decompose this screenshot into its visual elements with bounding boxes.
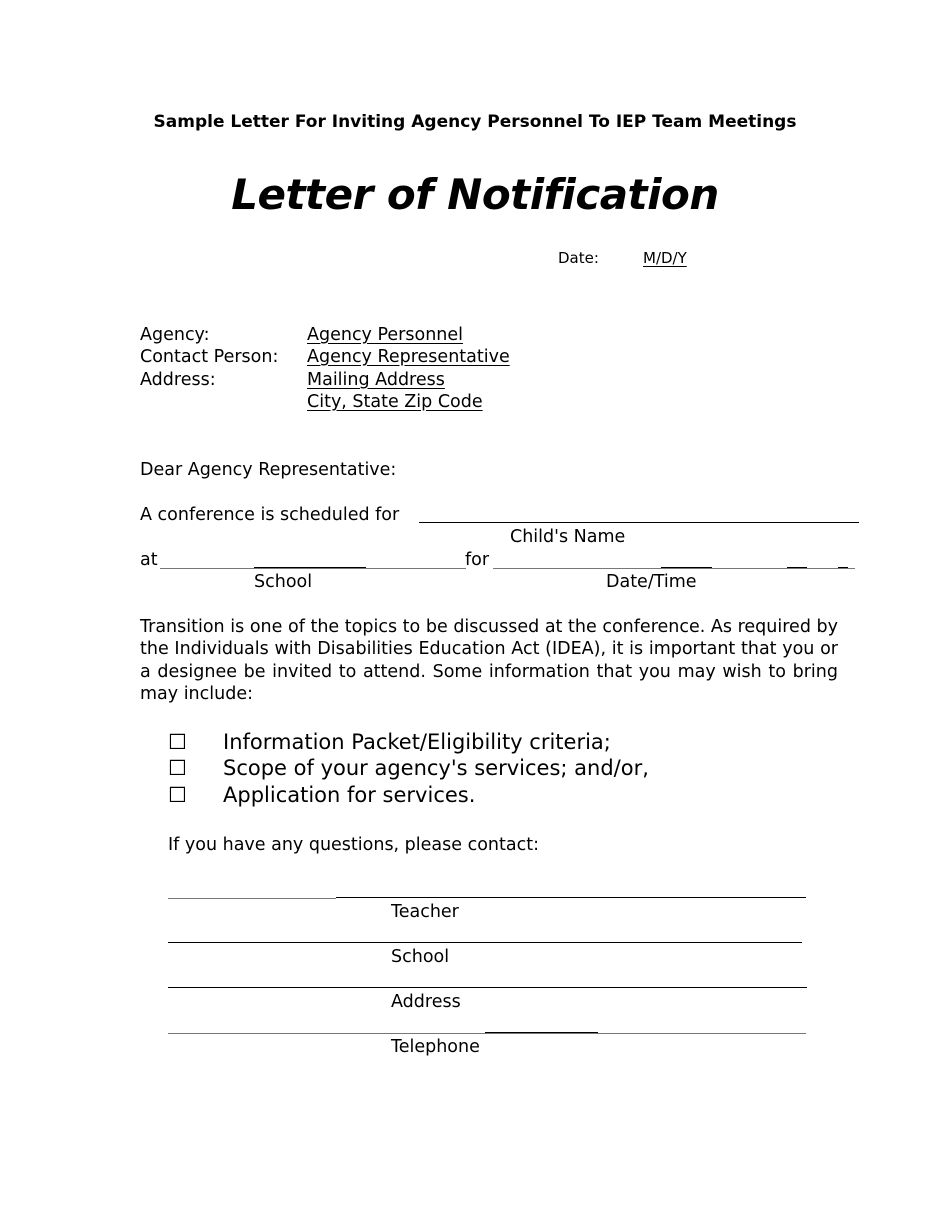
agency-label: Agency: [140,325,210,345]
contact-person-value: Agency Representative [307,347,510,367]
datetime-caption: Date/Time [606,572,697,592]
date-value: M/D/Y [643,249,687,267]
telephone-caption: Telephone [391,1037,480,1057]
teacher-line-thin [168,898,336,899]
agency-value: Agency Personnel [307,325,464,345]
list-item [168,730,611,754]
school-line[interactable] [160,568,466,569]
checkbox-icon[interactable]: ☐ [168,783,187,807]
date-label: Date: [558,249,599,267]
teacher-line[interactable] [336,897,806,898]
page-title: Letter of Notification [231,170,719,219]
address-line-2: City, State Zip Code [307,392,483,412]
school-caption: School [254,572,313,592]
datetime-line-segment-3 [838,567,848,568]
list-item-text: Application for services. [223,783,476,807]
contact-person-label: Contact Person: [140,347,279,367]
list-item [168,783,475,807]
salutation: Dear Agency Representative: [140,460,397,480]
telephone-line[interactable] [168,1033,806,1034]
telephone-line-segment [485,1032,598,1033]
at-label: at [140,550,158,570]
child-name-line[interactable] [419,522,859,523]
checkbox-icon[interactable]: ☐ [168,756,187,780]
teacher-caption: Teacher [391,902,459,922]
address-contact-caption: Address [391,992,461,1012]
address-contact-line[interactable] [168,987,807,988]
document-header: Sample Letter For Inviting Agency Personnel To IEP Team Meetings [153,112,797,132]
list-item-text: Information Packet/Eligibility criteria; [223,730,611,754]
datetime-line-segment-2 [787,567,807,568]
body-paragraph: Transition is one of the topics to be discussed at the conference. As required by the Individuals with Disabilities Education Act (IDEA), it is important that you or a designee be invited to attend. Some information that you may wish to bring may include: [140,617,838,704]
school-line-segment [254,567,366,568]
for-label: for [465,550,490,570]
contact-prompt: If you have any questions, please contact: [168,835,539,855]
list-item [168,756,649,780]
conference-intro: A conference is scheduled for [140,505,400,525]
datetime-line-segment-1 [661,567,712,568]
child-name-caption: Child's Name [510,527,626,547]
list-item-text: Scope of your agency's services; and/or, [223,756,649,780]
address-label: Address: [140,370,216,390]
school-contact-caption: School [391,947,450,967]
datetime-line[interactable] [493,568,855,569]
school-contact-line[interactable] [168,942,802,943]
checkbox-icon[interactable]: ☐ [168,730,187,754]
address-line-1: Mailing Address [307,370,445,390]
